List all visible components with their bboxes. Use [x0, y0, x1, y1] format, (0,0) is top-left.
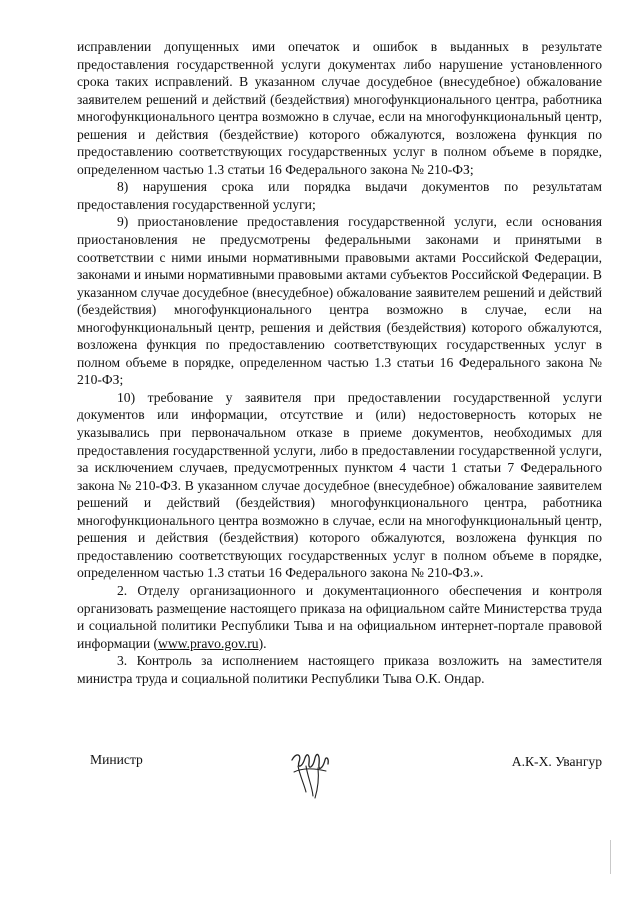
- list-item-9: 9) приостановление предоставления государственной услуги, если основания приостановления не предусмотрены федеральными законами и принятыми в соответствии с ними иными нормативными правовыми актами Российской Федерации, законами и иными нормативными правовыми актами субъектов Российской Федерации. В указанном случае досудебное (внесудебное) обжалование заявителем решений и действий (бездействия) многофункционального центра возможно в случае, если на многофункциональный центр, решения и действия (бездействия) которого обжалуются, возложена функция по предоставлению соответствующих государственных услуг в полном объеме в порядке, определенном частью 1.3 статьи 16 Федерального закона № 210-ФЗ;: [77, 214, 602, 388]
- paragraph-continuation: исправлении допущенных ими опечаток и ошибок в выданных в результате предоставления государственной услуги документах либо нарушение установленного срока таких исправлений. В указанном случае досудебное (внесудебное) обжалование заявителем решений и действий (бездействия) многофункционального центра, работника многофункционального центра возможно в случае, если на многофункциональный центр, решения и действия (бездействие) которого обжалуются, возложена функция по предоставлению соответствующих государственных услуг в полном объеме в порядке, определенном частью 1.3 статьи 16 Федерального закона № 210-ФЗ;: [77, 39, 602, 177]
- publication-order-text-end: ).: [258, 635, 267, 651]
- pravo-gov-link[interactable]: www.pravo.gov.ru: [158, 635, 259, 651]
- document-body: [77, 38, 602, 687]
- list-item-8: 8) нарушения срока или порядка выдачи документов по результатам предоставления государственной услуги;: [77, 179, 602, 212]
- signatory-title: Министр: [90, 752, 143, 767]
- scan-artifact-line: [610, 840, 611, 874]
- handwritten-signature: [288, 746, 334, 802]
- paragraph-publication-order: [77, 582, 602, 652]
- signature-block: [90, 752, 602, 802]
- paragraph-control: 3. Контроль за исполнением настоящего приказа возложить на заместителя министра труда и социальной политики Республики Тыва О.К. Ондар.: [77, 653, 602, 686]
- signatory-name: А.К-Х. Увангур: [511, 754, 602, 769]
- list-item-10: 10) требование у заявителя при предоставлении государственной услуги документов или информации, отсутствие и (или) недостоверность которых не указывались при первоначальном отказе в приеме документов, необходимых для предоставления государственной услуги, либо в предоставлении государственной услуги, за исключением случаев, предусмотренных пунктом 4 части 1 статьи 7 Федерального закона № 210-ФЗ. В указанном случае досудебное (внесудебное) обжалование заявителем решений и действий (бездействия) многофункционального центра, работника многофункционального центра возможно в случае, если на многофункциональный центр, решения и действия (бездействия) которого обжалуются, возложена функция по предоставлению соответствующих государственных услуг в полном объеме в порядке, определенном частью 1.3 статьи 16 Федерального закона № 210-ФЗ.».: [77, 389, 602, 581]
- publication-order-text: 2. Отделу организационного и документационного обеспечения и контроля организовать размещение настоящего приказа на официальном сайте Министерства труда и социальной политики Республики Тыва и на официальном интернет-портале правовой информации (: [77, 582, 602, 651]
